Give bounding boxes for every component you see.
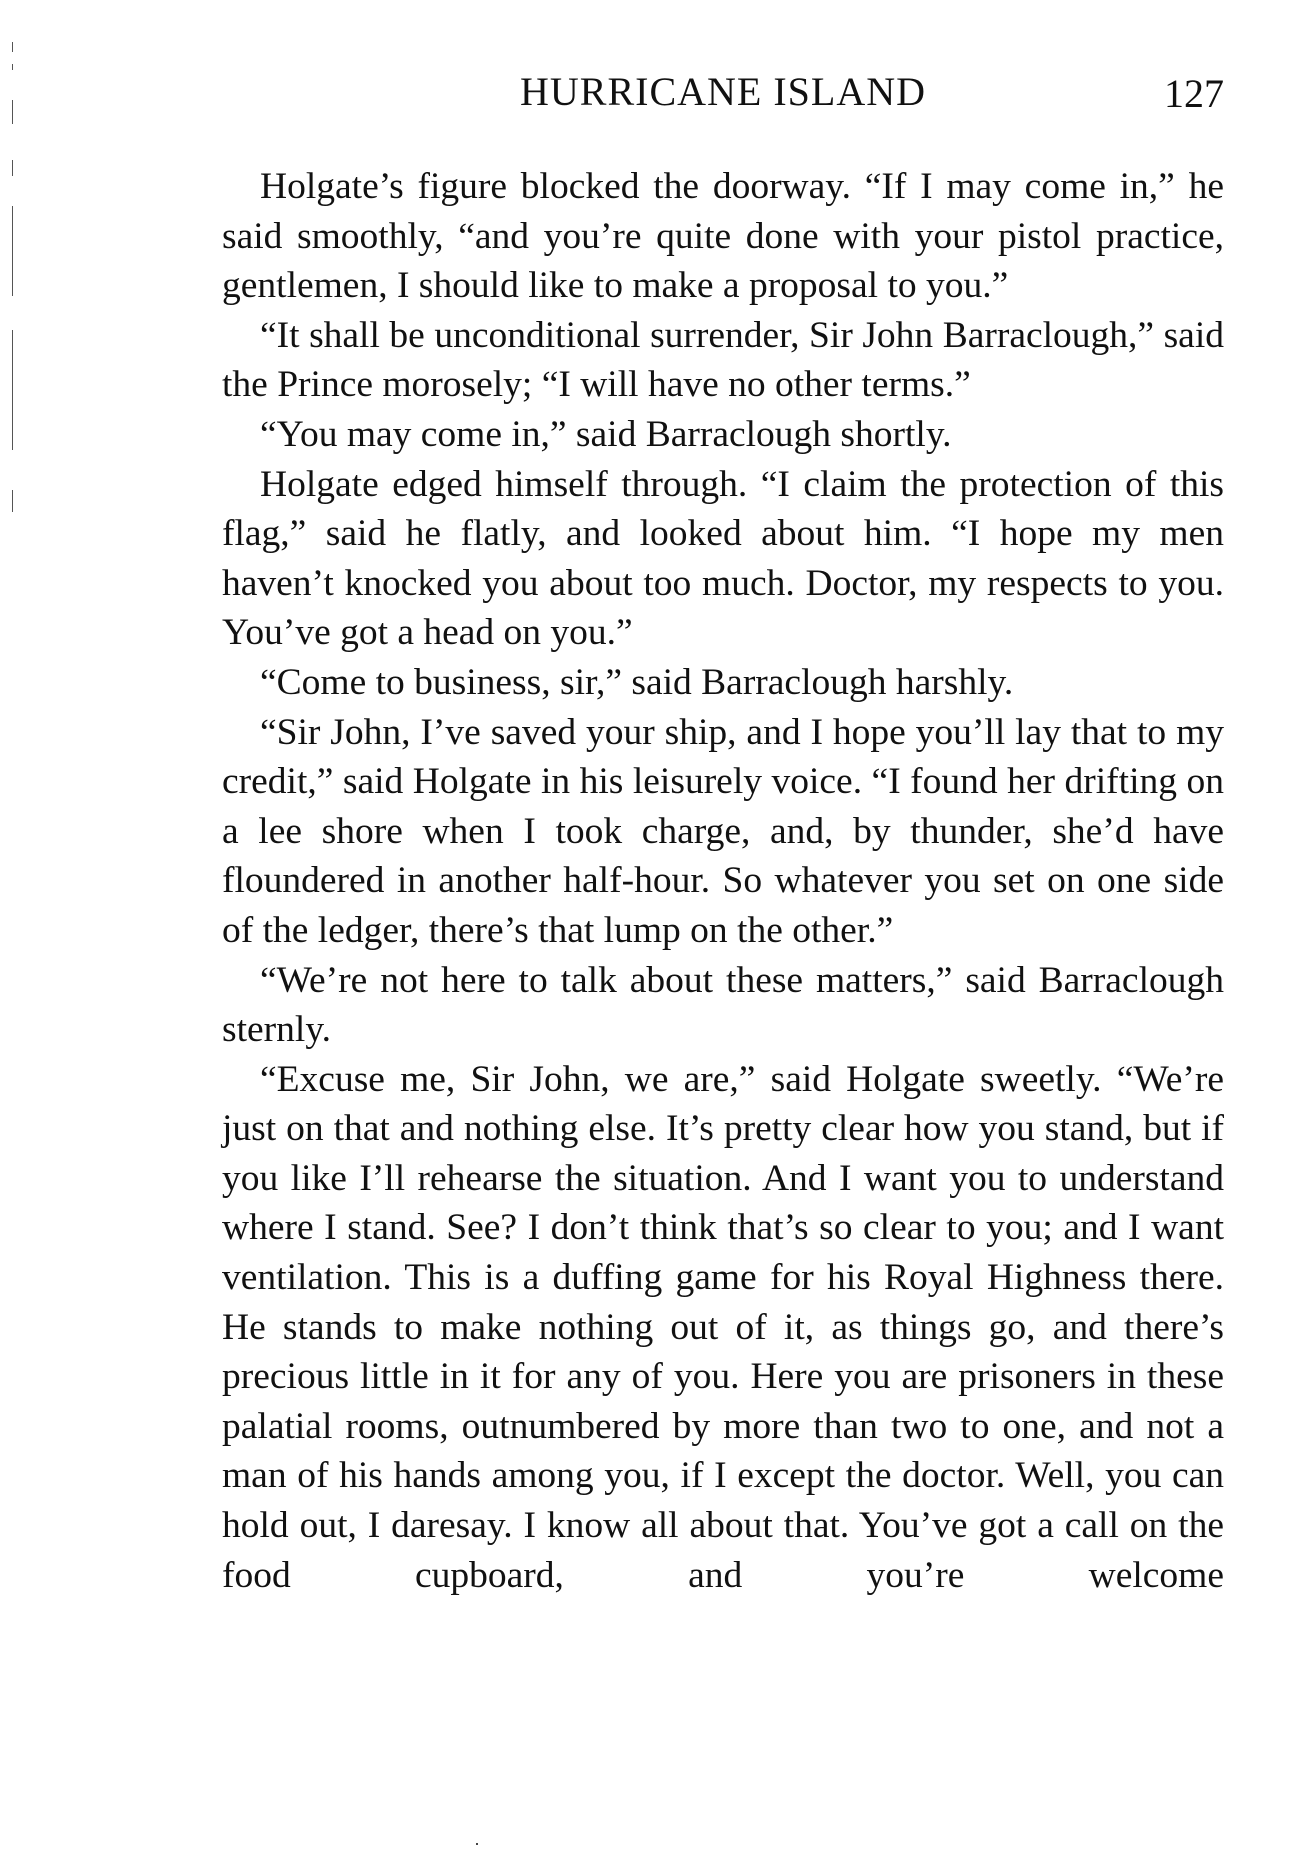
running-header — [222, 60, 1224, 120]
print-speck — [476, 1843, 478, 1845]
running-title: HURRICANE ISLAND — [520, 69, 926, 114]
paragraph: “We’re not here to talk about these matters,” said Barraclough sternly. — [222, 959, 1224, 1051]
body-text — [222, 162, 1224, 1600]
page-number: 127 — [1164, 71, 1224, 116]
paragraph: “Sir John, I’ve saved your ship, and I hope you’ll lay that to my credit,” said Holgate in his leisurely voice. “I found her drifting on a lee shore when I took charge, and, by thunder, she’d have floundered in another half-hour. So whatever you set on one side of the ledger, there’s that lump on the other.” — [222, 711, 1224, 951]
paragraph: “You may come in,” said Barraclough shortly. — [260, 413, 952, 455]
paragraph: “It shall be unconditional surrender, Sir John Barraclough,” said the Prince morosely; “I will have no other terms.” — [222, 314, 1224, 406]
paragraph: Holgate edged himself through. “I claim the protection of this flag,” said he flatly, and looked about him. “I hope my men haven’t knocked you about too much. Doctor, my respects to you. You’ve got a head on you.” — [222, 463, 1224, 654]
paragraph: “Come to business, sir,” said Barraclough harshly. — [260, 661, 1014, 703]
paragraph: “Excuse me, Sir John, we are,” said Holgate sweetly. “We’re just on that and nothing else. It’s pretty clear how you stand, but if you like I’ll rehearse the situation. And I want you to understand where I stand. See? I don’t think that’s so clear to you; and I want ventilation. This is a duffing game for his Royal Highness there. He stands to make nothing out of it, as things go, and there’s precious little in it for any of you. Here you are prisoners in these palatial rooms, outnumbered by more than two to one, and not a man of his hands among you, if I except the doctor. Well, you can hold out, I daresay. I know all about that. You’ve got a call on the food cupboard, and you’re welcome — [222, 1058, 1224, 1596]
paragraph: Holgate’s figure blocked the doorway. “If I may come in,” he said smoothly, “and you’re quite done with your pistol practice, gentlemen, I should like to make a proposal to you.” — [222, 166, 1224, 307]
binding-gutter-marks — [10, 30, 18, 570]
